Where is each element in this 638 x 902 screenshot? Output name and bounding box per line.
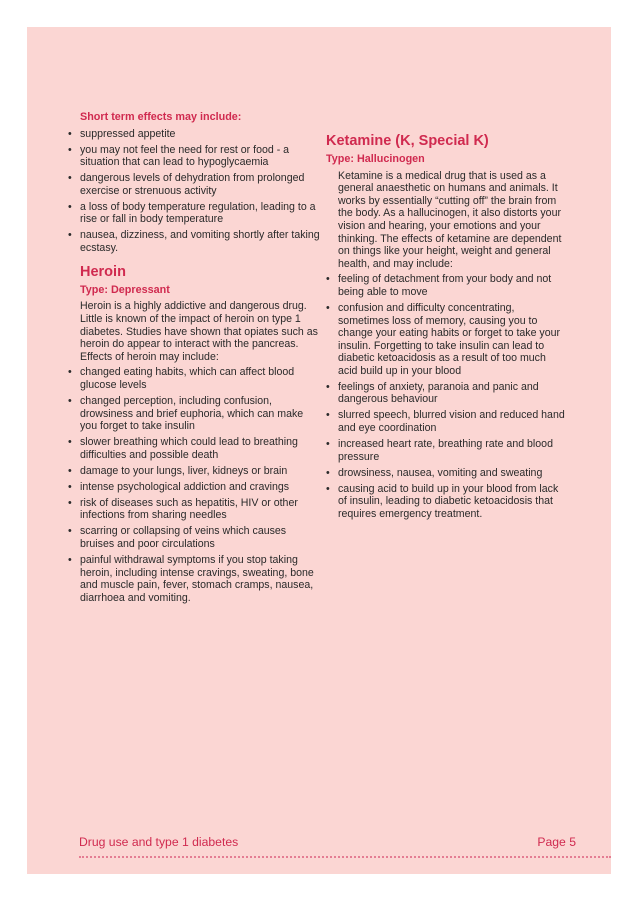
list-item: • a loss of body temperature regulation, leading to a rise or fall in body temperature [80,201,320,226]
list-item: • suppressed appetite [80,128,320,141]
ketamine-intro: Ketamine is a medical drug that is used as a general anaesthetic on humans and animals. It works by essentially “cutting off” the brain from the body. As a hallucinogen, it also distorts your vision and hearing, your emotions and your thinking. The effects of ketamine are dependent on things like your height, weight and general health, and may include: [338,169,562,270]
list-item: • confusion and difficulty concentrating, sometimes loss of memory, causing you to change your eating habits or forget to take your insulin. Forgetting to take insulin can lead to diabetic ketoacidosis as a result of too much acid build up in your blood [338,302,568,378]
list-item: • risk of diseases such as hepatitis, HIV or other infections from sharing needles [80,497,320,522]
heroin-heading: Heroin [80,263,126,280]
short-term-list [80,128,320,255]
list-item: • changed perception, including confusion, drowsiness and brief euphoria, which can make you forget to take insulin [80,395,320,433]
list-item: • slower breathing which could lead to breathing difficulties and possible death [80,436,320,461]
list-item: • feelings of anxiety, paranoia and panic and dangerous behaviour [338,381,568,406]
list-item: • painful withdrawal symptoms if you stop taking heroin, including intense cravings, sweating, bone and muscle pain, fever, stomach cramps, nausea, diarrhoea and vomiting. [80,554,320,604]
list-item: • slurred speech, blurred vision and reduced hand and eye coordination [338,409,568,434]
heroin-effects-list [80,366,320,604]
heroin-type: Type: Depressant [80,283,170,296]
ketamine-effects-list [338,273,568,520]
list-item: • increased heart rate, breathing rate and blood pressure [338,438,568,463]
list-item: • intense psychological addiction and cravings [80,481,320,494]
footer-dotted-rule [79,856,611,858]
right-column [326,107,568,524]
list-item: • nausea, dizziness, and vomiting shortly after taking ecstasy. [80,229,320,254]
list-item: • changed eating habits, which can affect blood glucose levels [80,366,320,391]
list-item: • scarring or collapsing of veins which causes bruises and poor circulations [80,525,320,550]
heroin-intro: Heroin is a highly addictive and dangerous drug. Little is known of the impact of heroin on type 1 diabetes. Studies have shown that opiates such as heroin do appear to interact with the pancreas. Effects of heroin may include: [80,300,318,363]
page-number: Page 5 [537,835,576,849]
footer-title: Drug use and type 1 diabetes [79,835,239,849]
list-item: • causing acid to build up in your blood from lack of insulin, leading to diabetic ketoacidosis that requires emergency treatment. [338,483,568,521]
ketamine-type: Type: Hallucinogen [326,153,425,165]
list-item: • drowsiness, nausea, vomiting and sweating [338,467,568,480]
list-item: • dangerous levels of dehydration from prolonged exercise or strenuous activity [80,172,320,197]
list-item: • feeling of detachment from your body and not being able to move [338,273,568,298]
left-column [66,111,320,608]
list-item: • you may not feel the need for rest or food - a situation that can lead to hypoglycaemia [80,144,320,169]
short-term-heading: Short term effects may include: [80,111,242,123]
ketamine-heading: Ketamine (K, Special K) [326,133,489,149]
list-item: • damage to your lungs, liver, kidneys or brain [80,465,320,478]
